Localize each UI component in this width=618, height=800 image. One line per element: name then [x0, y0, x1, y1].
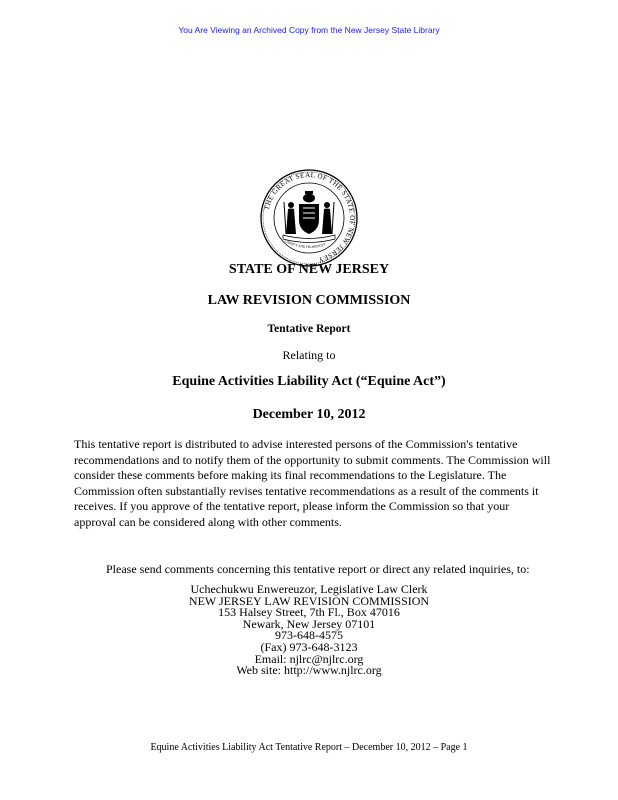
- contact-website[interactable]: Web site: http://www.njlrc.org: [236, 663, 382, 678]
- state-heading: STATE OF NEW JERSEY: [228, 262, 390, 277]
- contact-name: Uchechukwu Enwereuzor, Legislative Law Clerk: [190, 582, 428, 596]
- page-footer: Equine Activities Liability Act Tentative Report – December 10, 2012 – Page 1: [150, 742, 468, 753]
- report-date: December 10, 2012: [252, 407, 366, 422]
- report-subject: Equine Activities Liability Act (“Equine Act”): [172, 374, 446, 389]
- contact-fax: (Fax) 973-648-3123: [260, 639, 358, 654]
- contact-org: NEW JERSEY LAW REVISION COMMISSION: [188, 593, 430, 608]
- contact-email[interactable]: Email: njlrc@njlrc.org: [254, 651, 364, 666]
- contact-city: Newark, New Jersey 07101: [242, 616, 376, 631]
- commission-heading: LAW REVISION COMMISSION: [207, 293, 411, 308]
- contact-phone: 973-648-4575: [275, 628, 343, 643]
- seal-outer-text: THE GREAT SEAL OF THE STATE OF NEW JERSEY: [262, 170, 357, 264]
- contact-block: [0, 584, 618, 677]
- state-seal-icon: [259, 168, 359, 268]
- intro-paragraph: This tentative report is distributed to advise interested persons of the Commission's tentative recommendations and to notify them of the opportunity to submit comments. The Commission will consider these comments before making its final recommendations to the Legislature. The Commission often substantially revises tentative recommendations as a result of the comments it receives. If you approve of the tentative report, please inform the Commission so that your approval can be considered along with other comments.: [74, 437, 551, 529]
- archive-banner: You Are Viewing an Archived Copy from the New Jersey State Library: [178, 25, 440, 35]
- relating-to: Relating to: [282, 348, 336, 362]
- contact-street: 153 Halsey Street, 7th Fl., Box 47016: [218, 605, 400, 620]
- comments-request: Please send comments concerning this tentative report or direct any related inquiries, to:: [106, 562, 530, 576]
- report-type: Tentative Report: [267, 323, 351, 335]
- seal-inner-text: LIBERTY AND PROSPERITY: [283, 239, 327, 250]
